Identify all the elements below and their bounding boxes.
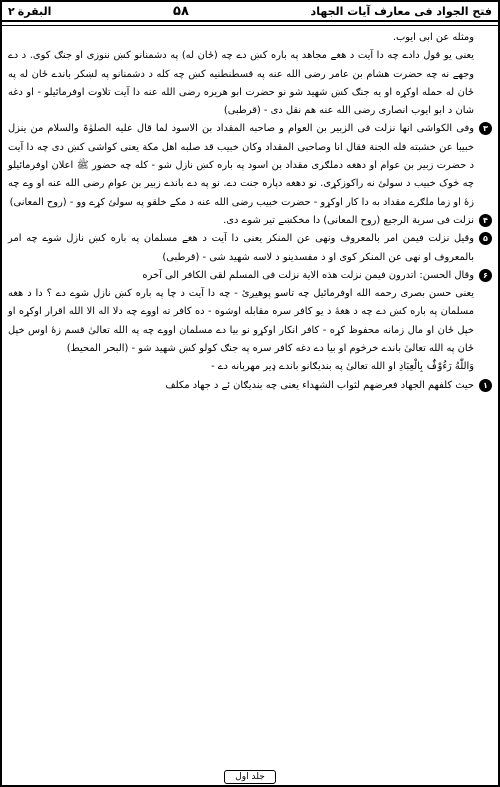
paragraph [8, 285, 492, 358]
page-number: ۵۸ [173, 3, 189, 19]
paragraph-text: یعنی حسن بصری رحمه الله اوفرمائیل چه تاسو پوهیږئ - چه دا آیت د چا په باره کښ نازل شوے دے ؟ دا د هغه مسلمان په باره کښ دے چه د هغۀ د یو کافر سره مقابله اوشوه - ده کافر ته اووے چه دلا اله الا الله اقرار اوکړه او خپل ځان او مال زمانه محفوظ کړه - کافر انکار اوکړو نو بیا دے مسلمان اووے چه په الله تعالیٰ قسم زۀ اوس خپل ځان په الله تعالیٰ باندے خرڅوم او بیا دے دغه کافر سره په جنګ کولو کښ شهید شو - (البحر المحیط) [8, 288, 474, 355]
paragraph-number: ۶ [479, 269, 492, 282]
book-title: فتح الجواد فی معارف آیات الجهاد [310, 4, 492, 18]
paragraph-text: ومثله عن ابی ایوب. [392, 32, 474, 43]
paragraph-number: ۴ [479, 214, 492, 227]
paragraph-text: وقال الحسن: اتدرون فیمن نزلت هذه الایة نزلت فی المسلم لقی الکافر الی آخره [142, 269, 474, 281]
paragraph-text: وفی الکواشی انها نزلت فی الزبیر بن العوام و صاحبه المقداد بن الاسود لما قال علیه الصلوٰۃ والسلام من ینزل خبیبا عن خشبته فله الجنة فقال انا وصاحبی المقداد وکان خبیب قد صلبه اهل مکة یعنی کواشی کښ دی چه دا آیت د حضرت زبیر بن عوام او دهغه دملګری مقداد بن اسود په باره کښ نازل شو - کله چه حضور ﷺ اعلان اوفرمائیلو چه څوک خبیب د سولئ نه راکوزکړی. نو دهغه دپاره جنت دے. نو په دے باندے زبیر بن عوام رضی الله عنه او وے چه زۀ او زما ملګرے مقداد به دا کار اوکړو - حضرت خبیب رضی الله عنه د مکے خلقو په سولئ کړے وو - (روح المعانی) [8, 123, 474, 208]
paragraph [8, 377, 492, 395]
paragraph-text: یعنی یو قول دادے چه دا آیت د هغے مجاهد په باره کښ دے چه (ځان له) په دشمنانو کښ ننوزی او جنګ کوی. د دے وجهے نه چه حضرت هشام بن عامر رضی الله عنه په قسطنطنیه کښ چه کله د دشمنانو په لښکر باندے ځان له په ځان له حمله اوکړه او یه جنګ کښ شهید شو نو حضرت ابو هریره رضی الله عنه دا آیت تلاوت اوفرمائیلو - او دغه شان د ابو ایوب انصاری رضی الله عنه هم نقل دی - (قرطبی) [8, 50, 474, 117]
paragraph [8, 230, 492, 267]
paragraph-number: ۵ [479, 232, 492, 245]
page-footer [2, 769, 498, 785]
paragraph-text: حیث کلفهم الجهاد فعرضهم لثواب الشهداء یعنی چه بندیګان ئے د جهاد مکلف [165, 379, 474, 391]
juz-number: ۲ [8, 4, 15, 18]
paragraph-text: وقیل نزلت فیمن امر بالمعروف ونهی عن المنکر یعنی دا آیت د هغے مسلمان په باره کښ نازل شوے چه امر بالمعروف او نهی عن المنکر کوی او د مفسدینو د لاسه شهید شی - (قرطبی) [8, 233, 474, 263]
header-divider [2, 25, 498, 26]
paragraph [8, 212, 492, 230]
page-body [8, 29, 492, 767]
paragraph [8, 358, 492, 376]
sura-label-group [8, 5, 51, 18]
paragraph-text: وَاللّٰهُ رَءُوْفٌۢ بِالْعِبَادِ او الله تعالیٰ په بندیګانو باندے ډیر مهربانه دے - [211, 361, 474, 373]
page-header [2, 2, 498, 22]
paragraph [8, 120, 492, 211]
paragraph-number: ۳ [479, 122, 492, 135]
paragraph [8, 29, 492, 47]
paragraph-text: نزلت فی سریة الرجیع (روح المعانی) دا مخکښے تیر شوے دی. [223, 214, 474, 226]
paragraph-number: ۱ [479, 379, 492, 392]
sura-label: البقرة [17, 4, 52, 18]
paragraph [8, 47, 492, 120]
volume-label: جلد اول [224, 770, 276, 784]
paragraph [8, 267, 492, 285]
